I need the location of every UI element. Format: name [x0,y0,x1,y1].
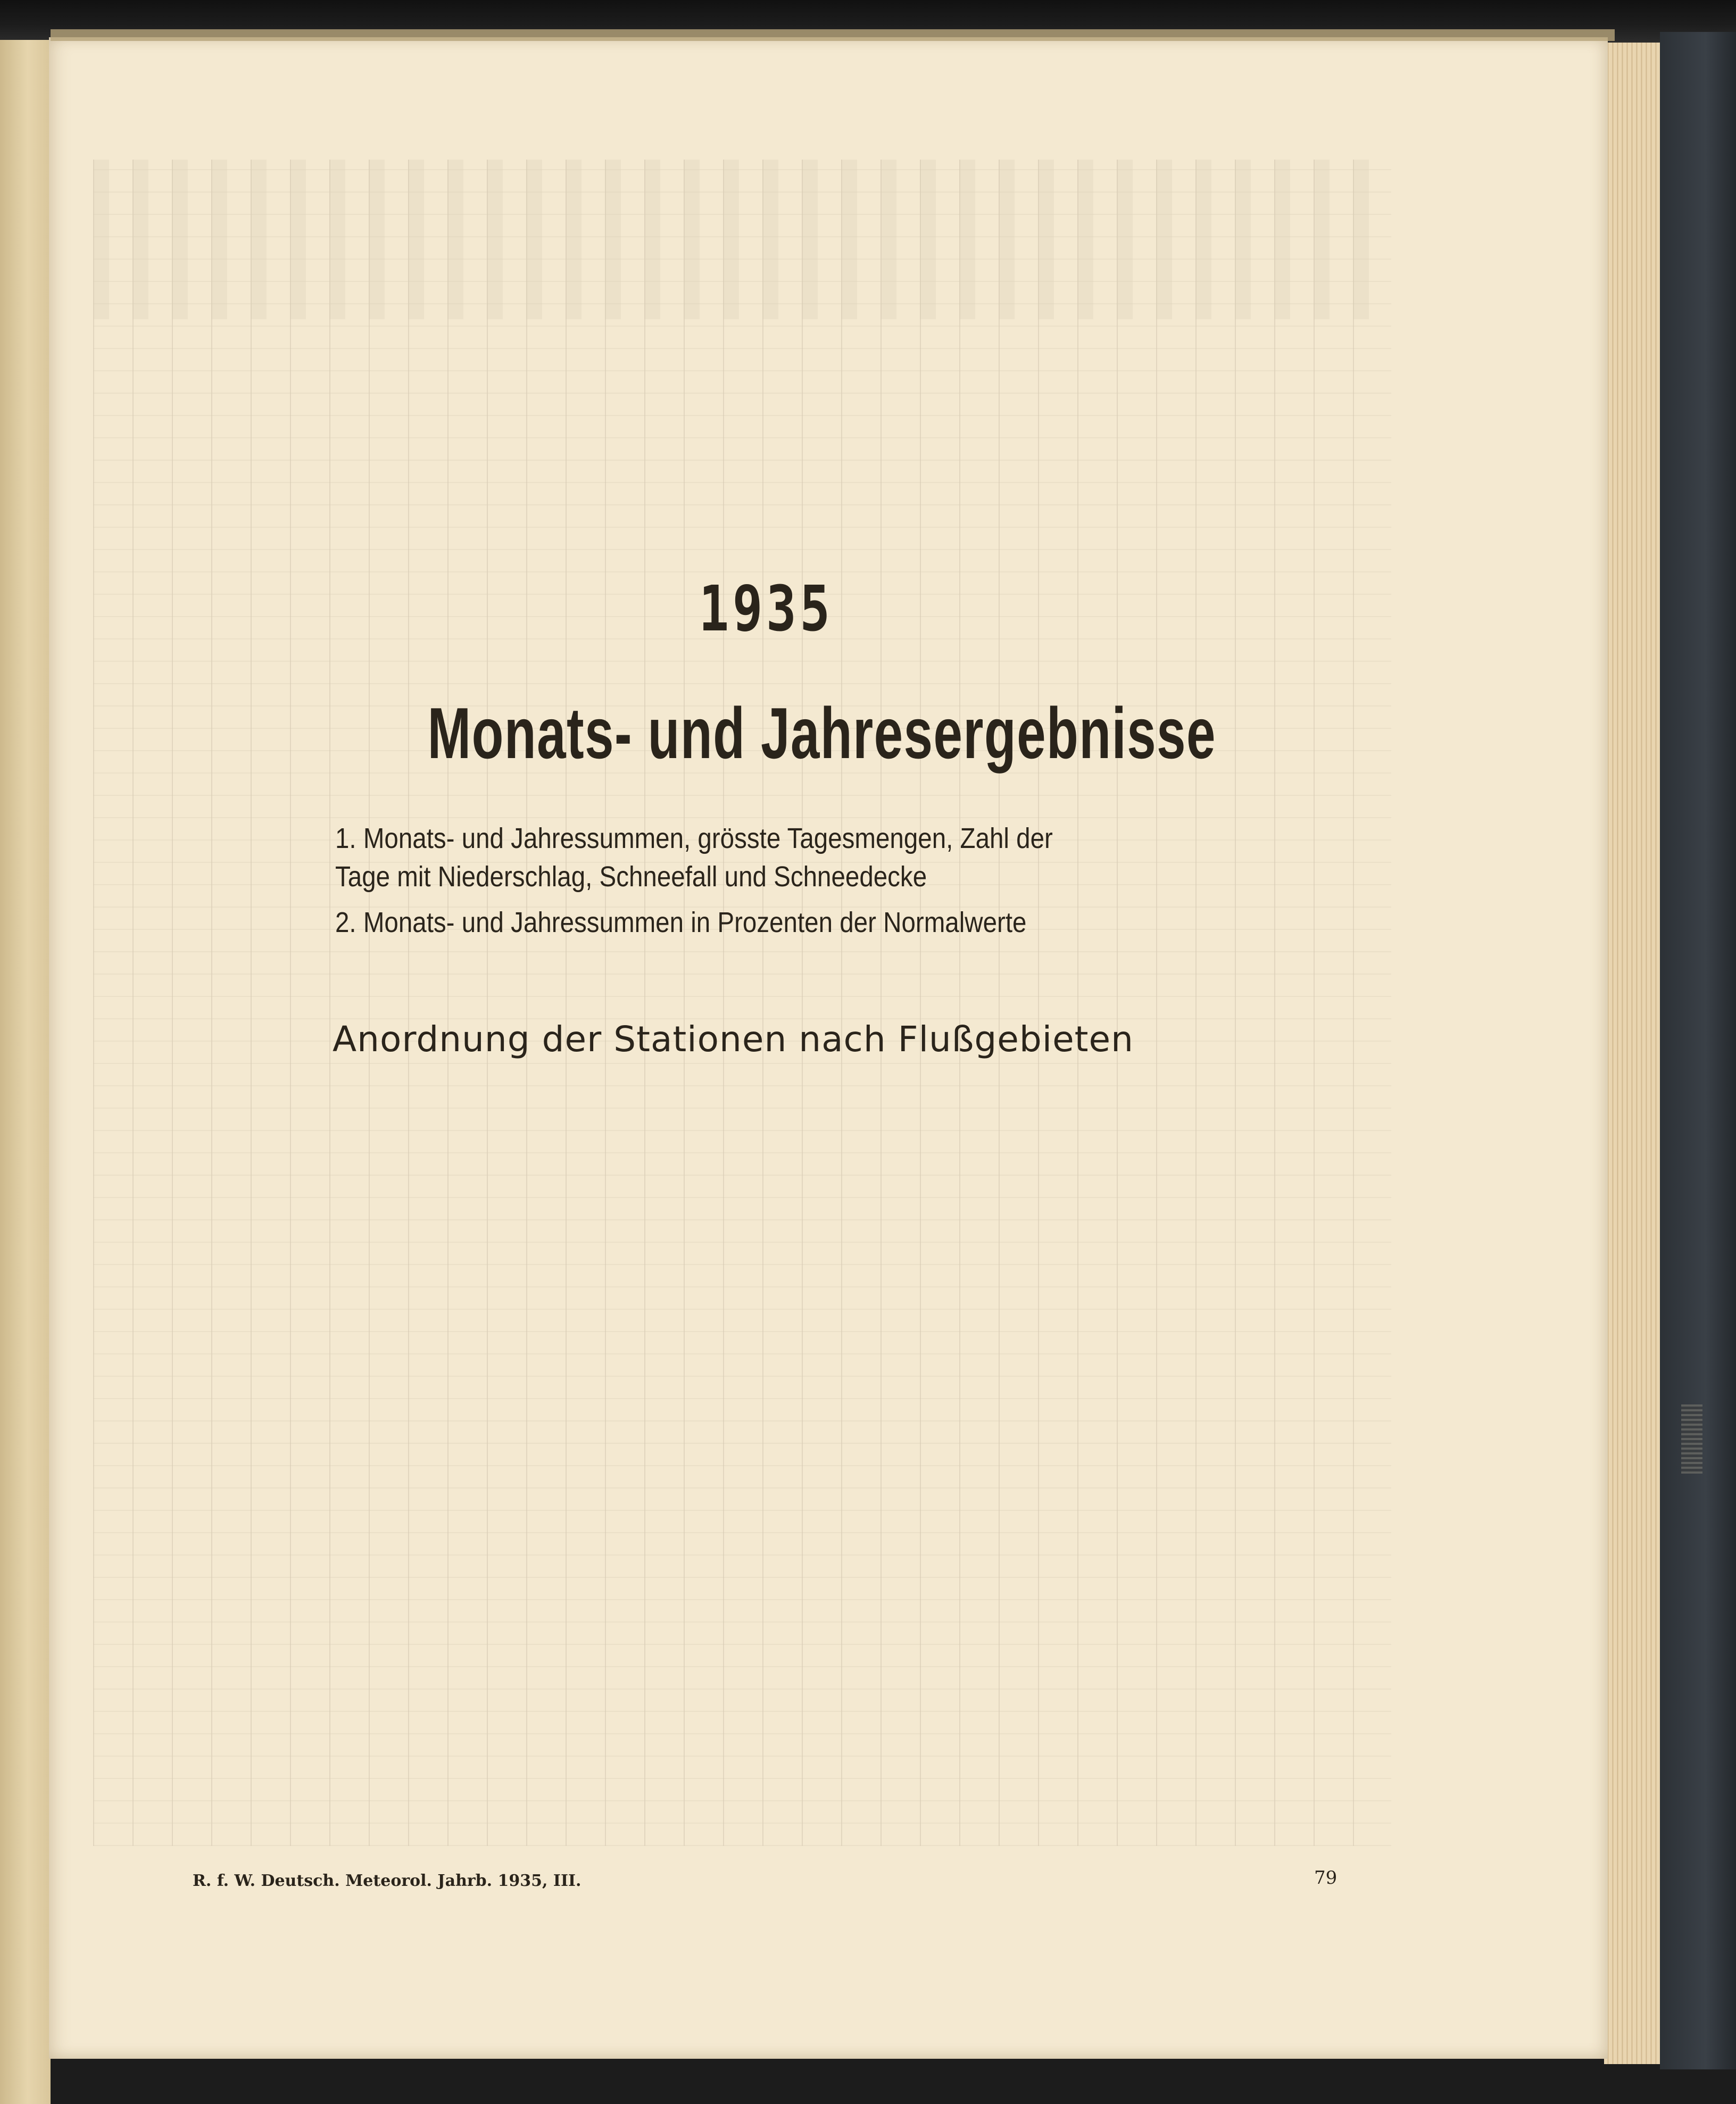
source-footnote: R. f. W. Deutsch. Meteorol. Jahrb. 1935, III. [193,1872,582,1890]
list-item: Tage mit Niederschlag, Schneefall und Schneedecke [335,861,927,893]
page-title: Monats- und Jahresergebnisse [427,693,1216,774]
year-heading: 1935 [699,572,834,645]
list-item: 2. Monats- und Jahressummen in Prozenten der Normalwerte [335,907,1027,938]
list-item: 1. Monats- und Jahressummen, grösste Tagesmengen, Zahl der [335,822,1053,854]
arrangement-subtitle: Anordnung der Stationen nach Flußgebieten [333,1019,1134,1060]
page-number: 79 [1314,1867,1338,1889]
contents-list [335,819,1261,942]
